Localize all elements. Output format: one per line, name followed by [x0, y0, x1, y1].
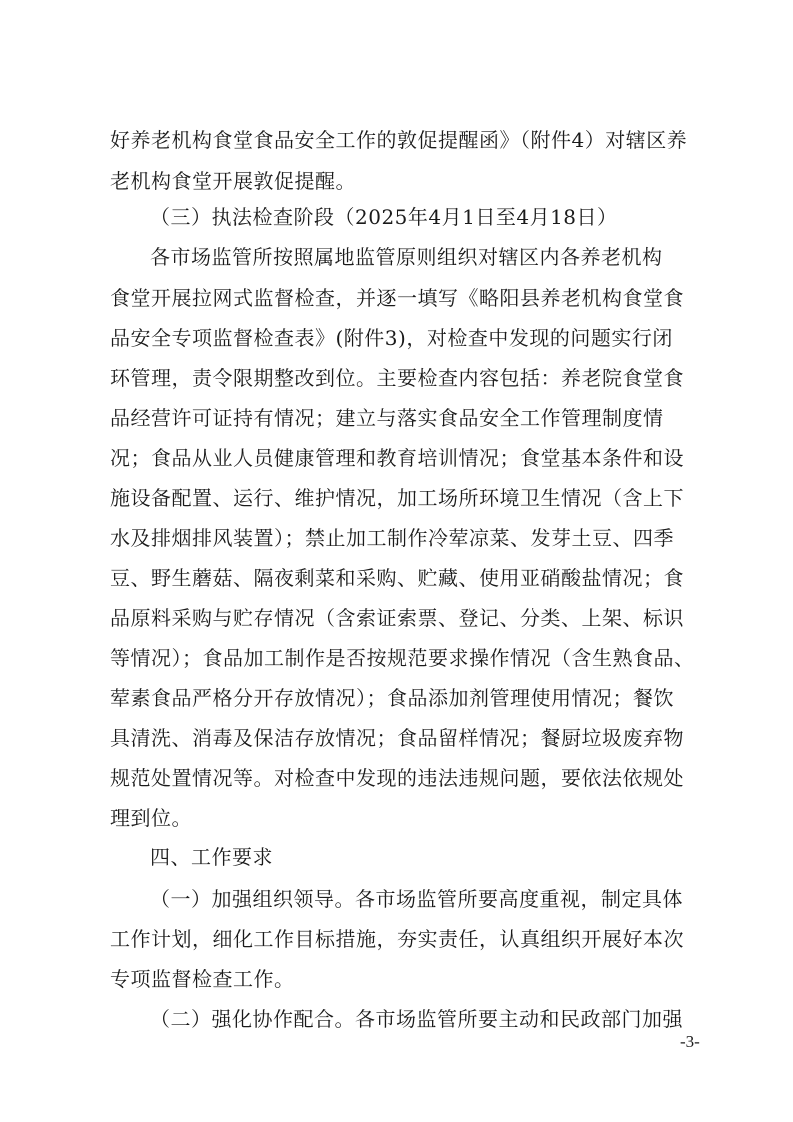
body-text-line: 环管理，责令限期整改到位。主要检查内容包括：养老院食堂食 [110, 366, 684, 390]
page-number: -3- [680, 1032, 700, 1051]
body-text-line: 食堂开展拉网式监督检查，并逐一填写《略阳县养老机构食堂食 [110, 286, 684, 310]
body-text-line: 具清洗、消毒及保洁存放情况；食品留样情况；餐厨垃圾废弃物 [110, 726, 684, 750]
body-text-line: 豆、野生蘑菇、隔夜剩菜和采购、贮藏、使用亚硝酸盐情况；食 [110, 566, 684, 590]
body-text-line: 各市场监管所按照属地监管原则组织对辖区内各养老机构 [150, 245, 663, 269]
body-text-line: 规范处置情况等。对检查中发现的违法违规问题，要依法依规处 [110, 766, 684, 790]
body-text-line: 水及排烟排风装置）；禁止加工制作冷荤凉菜、发芽土豆、四季 [110, 526, 674, 550]
body-text-line: 理到位。 [110, 806, 192, 830]
body-text-line: 荤素食品严格分开存放情况）；食品添加剂管理使用情况；餐饮 [110, 686, 674, 710]
body-text-line: 好养老机构食堂食品安全工作的敦促提醒函》（附件4）对辖区养 [110, 128, 688, 152]
body-text-line: 品安全专项监督检查表》(附件3)，对检查中发现的问题实行闭 [110, 326, 673, 350]
body-text-line: （二）强化协作配合。各市场监管所要主动和民政部门加强 [150, 1007, 683, 1031]
section-heading: 四、工作要求 [150, 845, 273, 869]
body-text-line: 等情况）；食品加工制作是否按规范要求操作情况（含生熟食品、 [110, 646, 695, 670]
body-text-line: 工作计划，细化工作目标措施，夯实责任，认真组织开展好本次 [110, 927, 684, 951]
section-subheading: （三）执法检查阶段（2025年4月1日至4月18日） [150, 205, 618, 229]
body-text-line: 况；食品从业人员健康管理和教育培训情况；食堂基本条件和设 [110, 446, 684, 470]
body-text-line: （一）加强组织领导。各市场监管所要高度重视，制定具体 [150, 887, 683, 911]
body-text-line: 品原料采购与贮存情况（含索证索票、登记、分类、上架、标识 [110, 606, 684, 630]
body-text-line: 专项监督检查工作。 [110, 967, 295, 991]
body-text-line: 施设备配置、运行、维护情况，加工场所环境卫生情况（含上下 [110, 486, 684, 510]
body-text-line: 老机构食堂开展敦促提醒。 [110, 169, 356, 193]
body-text-line: 品经营许可证持有情况；建立与落实食品安全工作管理制度情 [110, 406, 664, 430]
